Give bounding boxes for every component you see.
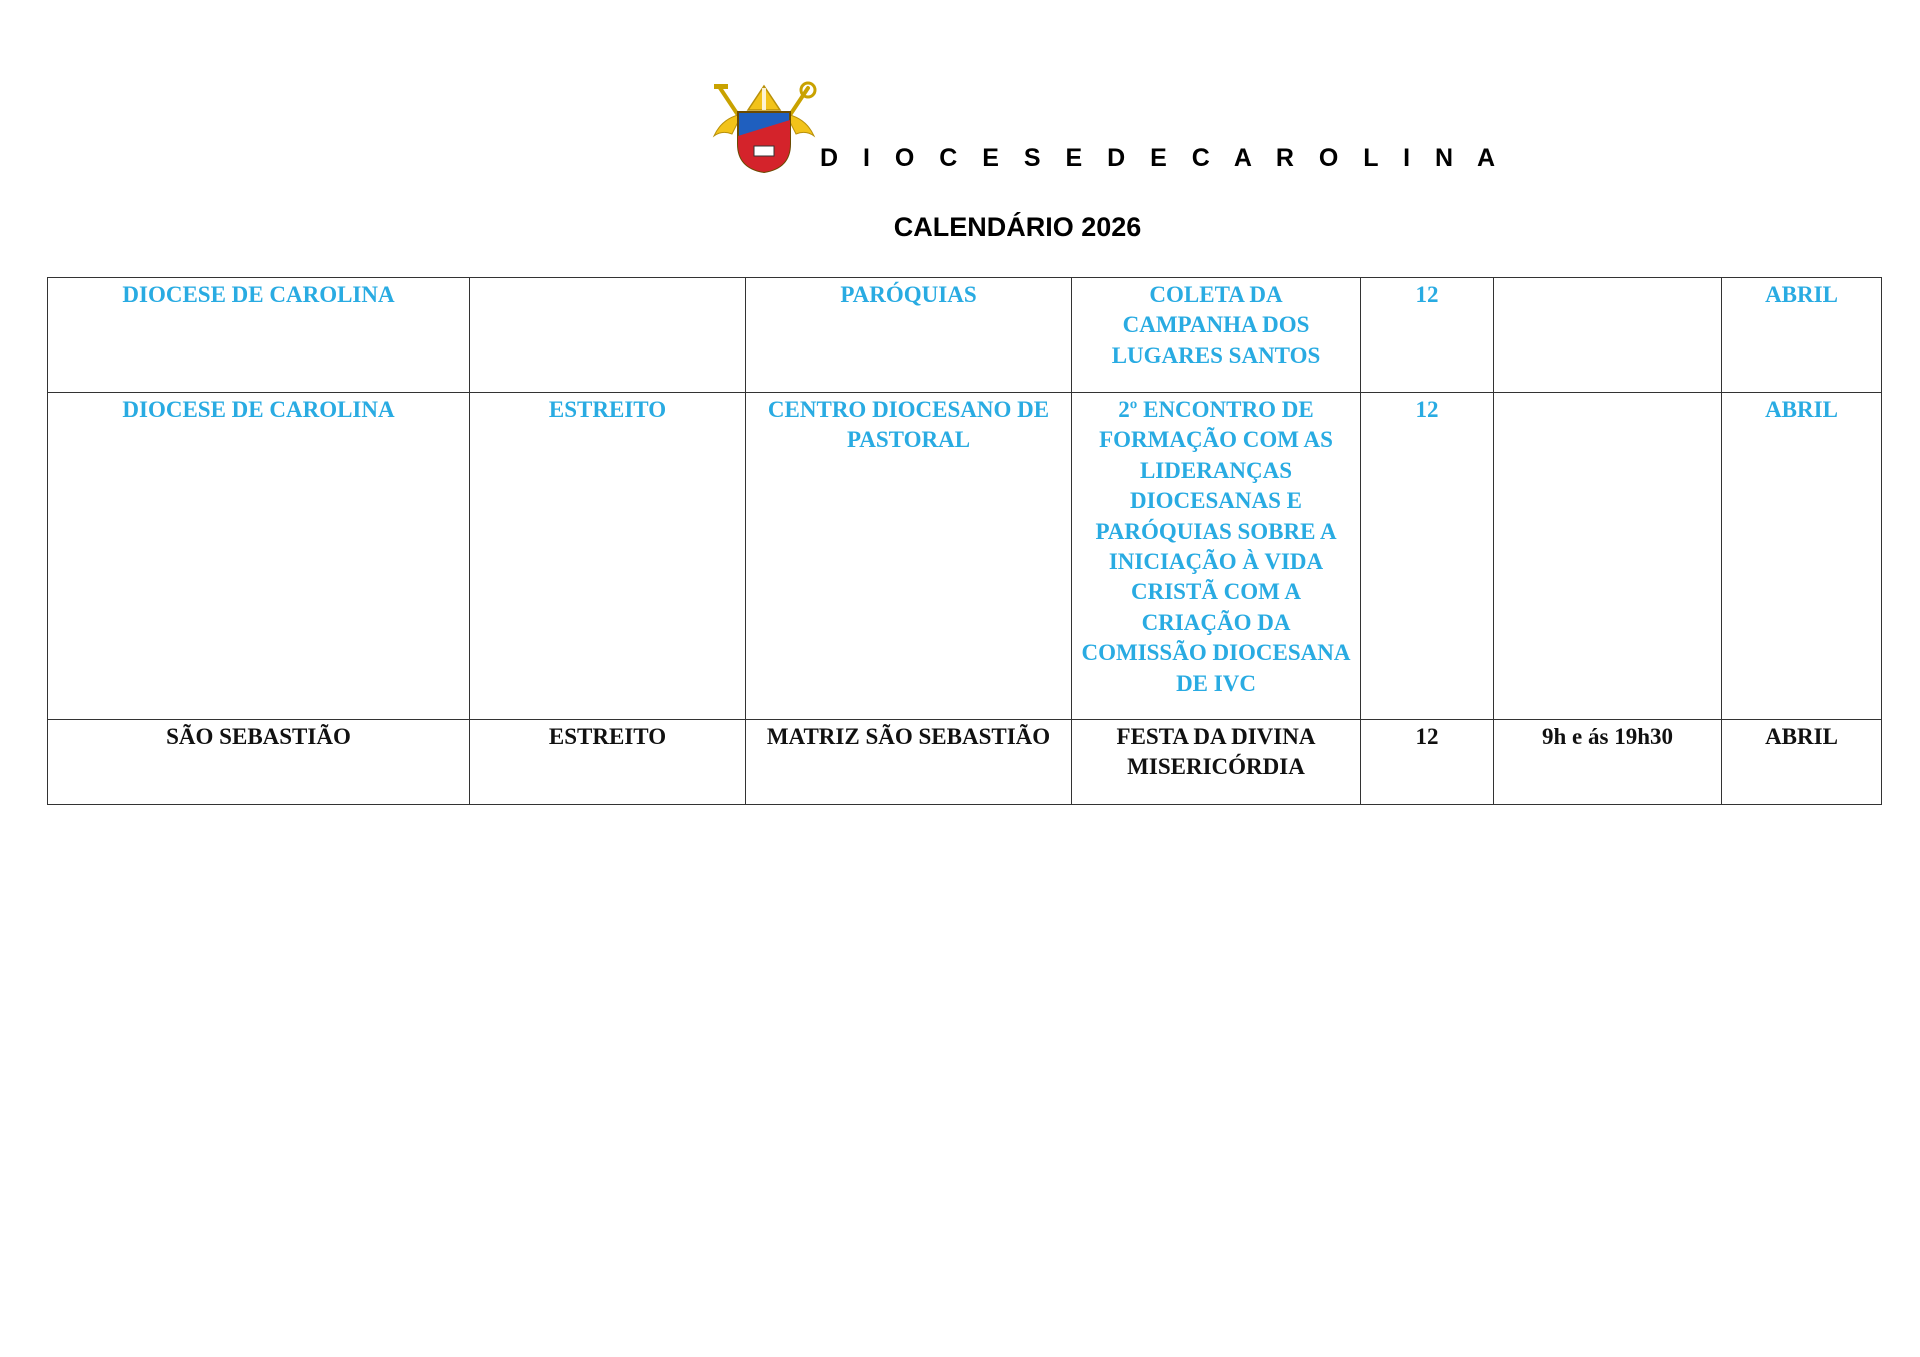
cell-organizer: DIOCESE DE CAROLINA (48, 278, 470, 393)
table-row (48, 278, 1882, 393)
cell-city (470, 278, 746, 393)
cell-city: ESTREITO (470, 393, 746, 720)
cell-event: COLETA DA CAMPANHA DOS LUGARES SANTOS (1072, 278, 1361, 393)
cell-location: MATRIZ SÃO SEBASTIÃO (746, 720, 1072, 805)
diocese-coat-of-arms-logo (708, 80, 820, 176)
cell-month: ABRIL (1722, 278, 1882, 393)
cell-event: FESTA DA DIVINA MISERICÓRDIA (1072, 720, 1361, 805)
cell-organizer: SÃO SEBASTIÃO (48, 720, 470, 805)
cell-city: ESTREITO (470, 720, 746, 805)
cell-organizer: DIOCESE DE CAROLINA (48, 393, 470, 720)
table-row (48, 393, 1882, 720)
cell-location: PARÓQUIAS (746, 278, 1072, 393)
cell-time (1494, 278, 1722, 393)
cell-event: 2º ENCONTRO DE FORMAÇÃO COM AS LIDERANÇAS DIOCESANAS E PARÓQUIAS SOBRE A INICIAÇÃO À VIDA CRISTÃ COM A CRIAÇÃO DA COMISSÃO DIOCESANA DE IVC (1072, 393, 1361, 720)
cell-day: 12 (1361, 278, 1494, 393)
cell-time: 9h e ás 19h30 (1494, 720, 1722, 805)
events-table (47, 277, 1882, 805)
calendar-title: CALENDÁRIO 2026 (893, 212, 1142, 242)
cell-month: ABRIL (1722, 393, 1882, 720)
diocese-title: D I O C E S E D E C A R O L I N A (820, 144, 1505, 172)
cell-time (1494, 393, 1722, 720)
cell-day: 12 (1361, 720, 1494, 805)
cell-location: CENTRO DIOCESANO DE PASTORAL (746, 393, 1072, 720)
table-row (48, 720, 1882, 805)
cell-month: ABRIL (1722, 720, 1882, 805)
cell-day: 12 (1361, 393, 1494, 720)
